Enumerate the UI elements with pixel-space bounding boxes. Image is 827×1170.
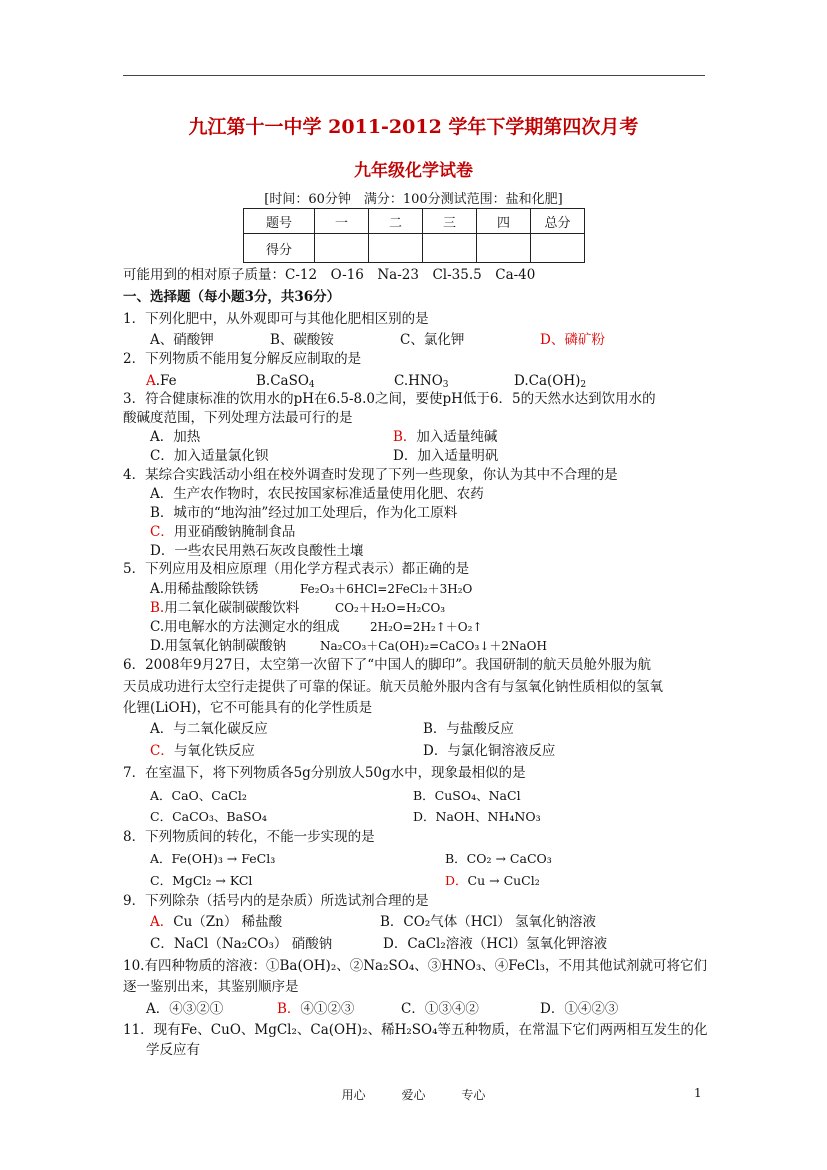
question-10-stem-line2: 逐一鉴别出来，其鉴别顺序是: [123, 979, 299, 995]
subscript: 4: [308, 380, 315, 390]
q1-option-a: A、硝酸钾: [150, 332, 214, 348]
q3-option-b: [393, 428, 497, 446]
footer-item: 用心: [341, 1088, 366, 1102]
q2-option-a: [146, 372, 177, 390]
q4-option-b: B．城市的“地沟油”经过加工处理后，作为化工原料: [150, 505, 458, 521]
q7-option-c: C．CaCO₃、BaSO₄: [150, 809, 267, 824]
answer-letter: C．: [150, 743, 174, 759]
answer-letter: A．: [150, 914, 174, 930]
header-rule: [123, 75, 705, 76]
q7-option-b: B．CuSO₄、NaCl: [413, 788, 521, 803]
option-text: C.HNO: [394, 373, 443, 389]
option-text: .Fe: [155, 373, 177, 389]
q5-equation-c: 2H₂O=2H₂↑＋O₂↑: [370, 620, 483, 634]
table-cell: 总分: [531, 209, 585, 234]
q7-option-d: D．NaOH、NH₄NO₃: [413, 809, 541, 824]
q8-option-d: [445, 872, 540, 890]
question-9-stem: 9．下列除杂（括号内的是杂质）所选试剂合理的是: [123, 893, 429, 909]
exam-subtitle: 九年级化学试卷: [354, 161, 473, 181]
q6-option-c: [150, 742, 255, 760]
q5-equation-b: CO₂＋H₂O=H₂CO₃: [335, 601, 446, 615]
q6-option-d: D．与氯化铜溶液反应: [423, 743, 556, 759]
q10-option-c: C．①③④②: [401, 1001, 479, 1017]
q6-option-a: A．与二氧化碳反应: [150, 721, 268, 737]
option-text: B.CaSO: [256, 373, 309, 389]
atomic-mass-note: 可能用到的相对原子质量：C-12 O-16 Na-23 Cl-35.5 Ca-40: [123, 267, 536, 283]
answer-letter: B．: [277, 1001, 301, 1017]
q5-option-c: C.用电解水的方法测定水的组成: [150, 619, 340, 635]
page-footer: [0, 1086, 827, 1103]
q5-equation-a: Fe₂O₃＋6HCl=2FeCl₂＋3H₂O: [300, 582, 473, 596]
option-text: Cu（Zn） 稀盐酸: [173, 914, 283, 930]
question-3-stem-line1: 3．符合健康标准的饮用水的pH在6.5-8.0之间，要使pH低于6．5的天然水达到饮用水的: [123, 391, 656, 407]
question-6-stem-line3: 化锂(LiOH)，它不可能具有的化学性质是: [123, 700, 373, 716]
q5-equation-d: Na₂CO₃＋Ca(OH)₂=CaCO₃↓＋2NaOH: [320, 639, 547, 653]
table-cell: [369, 234, 423, 263]
q10-option-d: D．①④②③: [540, 1001, 619, 1017]
question-4-stem: 4．某综合实践活动小组在校外调查时发现了下列一些现象，你认为其中不合理的是: [123, 467, 618, 483]
option-text: 加入适量纯碱: [416, 429, 498, 445]
table-cell: 四: [477, 209, 531, 234]
question-2-stem: 2．下列物质不能用复分解反应制取的是: [123, 351, 362, 367]
question-7-stem: 7．在室温下，将下列物质各5g分别放人50g水中，现象最相似的是: [123, 765, 526, 781]
exam-title: 九江第十一中学 2011-2012 学年下学期第四次月考: [188, 116, 639, 138]
q7-option-a: A．CaO、CaCl₂: [150, 788, 247, 803]
table-cell: 二: [369, 209, 423, 234]
table-cell: [315, 234, 369, 263]
exam-meta: [时间：60分钟 满分：100分测试范围：盐和化肥]: [264, 192, 563, 207]
section-heading: 一、选择题（每小题3分，共36分）: [123, 289, 341, 305]
q10-option-a: A．④③②①: [146, 1001, 224, 1017]
option-text: 与氧化铁反应: [173, 743, 255, 759]
subscript: 2: [580, 380, 587, 390]
footer-item: 爱心: [401, 1088, 426, 1102]
q1-option-c: C、氯化钾: [400, 332, 465, 348]
q8-option-c: C．MgCl₂ → KCl: [150, 873, 253, 888]
score-table: [243, 208, 585, 263]
option-text: 用二氧化碳制碳酸饮料: [164, 600, 300, 616]
q5-option-a: A.用稀盐酸除铁锈: [150, 581, 259, 597]
q9-option-d: D．CaCl₂溶液（HCl）氢氧化钾溶液: [383, 936, 608, 952]
q1-option-d: D、磷矿粉: [540, 332, 605, 348]
table-cell: 三: [423, 209, 477, 234]
q10-option-b: [277, 1000, 354, 1018]
q4-option-c: [150, 523, 295, 541]
q1-option-b: B、碳酸铵: [270, 332, 334, 348]
q6-option-b: B．与盐酸反应: [423, 721, 514, 737]
q8-option-a: A．Fe(OH)₃ → FeCl₃: [150, 851, 276, 866]
subscript: 3: [442, 380, 449, 390]
question-11-stem-line1: 11．现有Fe、CuO、MgCl₂、Ca(OH)₂、稀H₂SO₄等五种物质，在常温下它们两两相互发生的化: [123, 1022, 708, 1038]
answer-letter: A: [146, 373, 156, 389]
table-cell: 题号: [244, 209, 315, 234]
q3-option-a: A．加热: [150, 429, 201, 445]
question-6-stem-line1: 6．2008年9月27日，太空第一次留下了“中国人的脚印”。我国研制的航天员舱外服为航: [123, 657, 652, 673]
question-8-stem: 8．下列物质间的转化，不能一步实现的是: [123, 829, 375, 845]
table-cell: [423, 234, 477, 263]
q9-option-c: C．NaCl（Na₂CO₃） 硝酸钠: [150, 936, 333, 952]
question-3-stem-line2: 酸碱度范围，下列处理方法最可行的是: [123, 410, 353, 426]
q4-option-a: A．生产农作物时，农民按国家标准适量使用化肥、农药: [150, 486, 484, 502]
question-6-stem-line2: 天员成功进行太空行走提供了可靠的保证。航天员舱外服内含有与氢氧化钠性质相似的氢氧: [123, 679, 663, 695]
option-text: ④①②③: [300, 1001, 355, 1017]
answer-letter: B．: [393, 429, 417, 445]
question-10-stem-line1: 10.有四种物质的溶液：①Ba(OH)₂、②Na₂SO₄、③HNO₃、④FeCl₃，不用其他试剂就可将它们: [123, 958, 707, 974]
option-text: Cu → CuCl₂: [467, 873, 540, 888]
table-cell: 一: [315, 209, 369, 234]
q5-option-d: D.用氢氧化钠制碳酸钠: [150, 638, 287, 654]
question-1-stem: 1．下列化肥中，从外观即可与其他化肥相区别的是: [123, 311, 429, 327]
footer-item: 专心: [461, 1088, 486, 1102]
q8-option-b: B．CO₂ → CaCO₃: [445, 851, 552, 866]
question-11-stem-line2: 学反应有: [146, 1042, 200, 1058]
q5-option-b: [150, 599, 299, 617]
page-number: 1: [694, 1086, 702, 1100]
table-cell: [477, 234, 531, 263]
q9-option-a: [150, 913, 282, 931]
q4-option-d: D．一些农民用熟石灰改良酸性土壤: [150, 543, 364, 559]
table-cell: 得分: [244, 234, 315, 263]
table-cell: [531, 234, 585, 263]
q3-option-c: C．加入适量氯化钡: [150, 448, 269, 464]
option-text: 用亚硝酸钠腌制食品: [173, 524, 296, 540]
q3-option-d: D．加入适量明矾: [393, 448, 499, 464]
answer-letter: D．: [445, 873, 468, 888]
option-text: D.Ca(OH): [514, 373, 581, 389]
question-5-stem: 5．下列应用及相应原理（用化学方程式表示）都正确的是: [123, 561, 470, 577]
q9-option-b: B．CO₂气体（HCl） 氢氧化钠溶液: [380, 914, 596, 930]
answer-letter: B.: [150, 600, 165, 616]
answer-letter: C．: [150, 524, 174, 540]
